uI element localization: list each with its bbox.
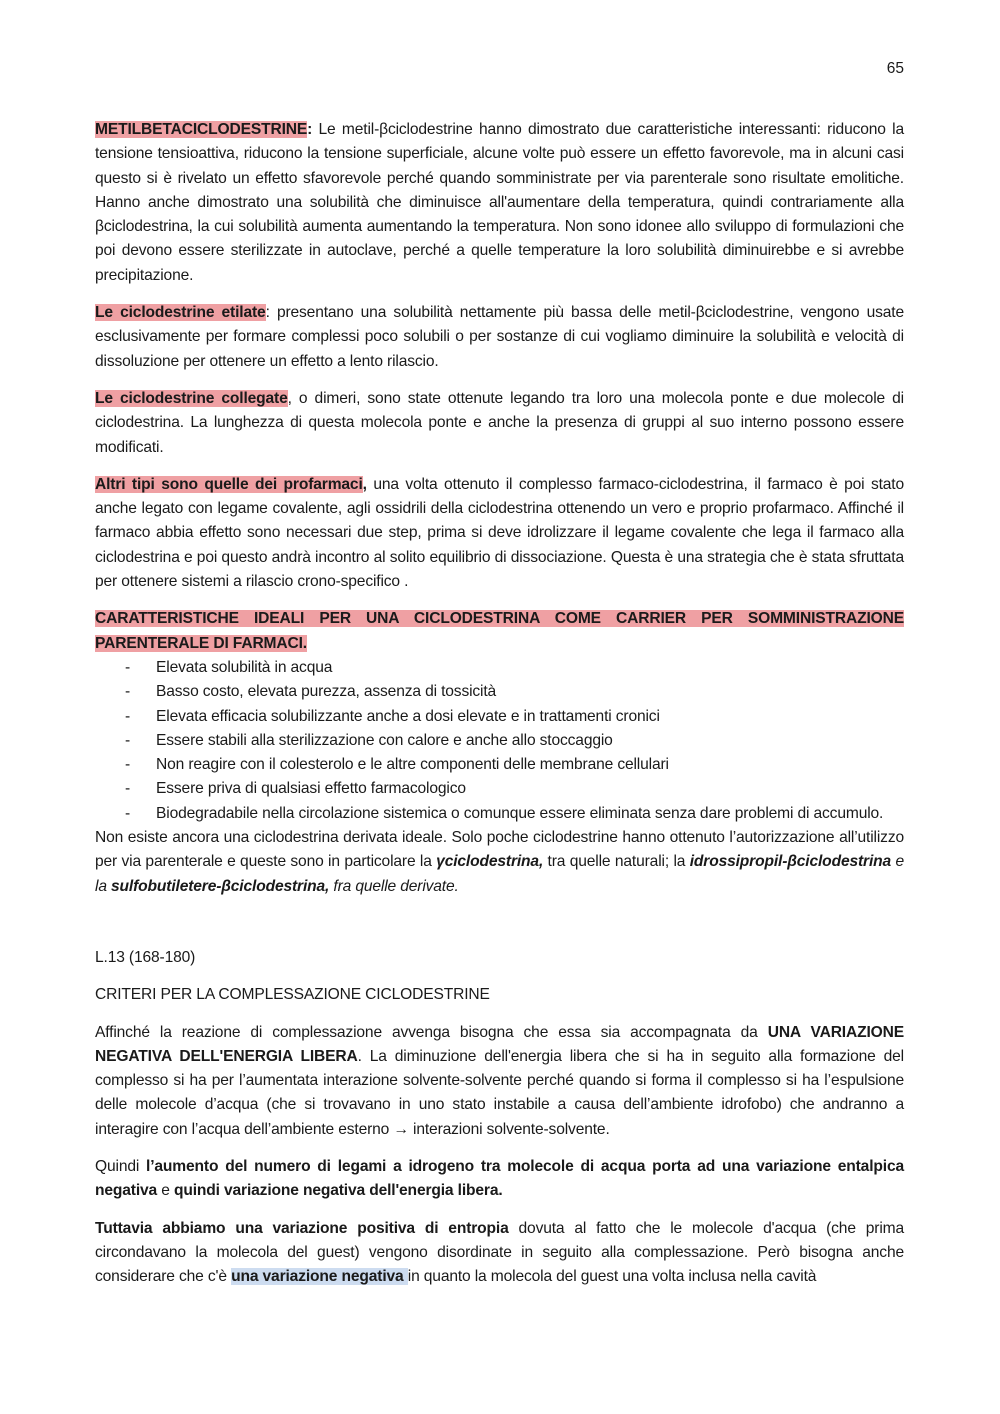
list-item: - Essere stabili alla sterilizzazione con calore e anche allo stoccaggio	[95, 729, 904, 753]
highlighted-term: Le ciclodestrine etilate	[95, 304, 266, 322]
list-item: - Basso costo, elevata purezza, assenza di tossicità	[95, 680, 904, 704]
lesson-reference: L.13 (168-180)	[95, 948, 196, 966]
paragraph-text: interazioni solvente-solvente.	[408, 1120, 610, 1138]
highlighted-term: METILBETACICLODESTRINE	[95, 121, 308, 138]
page-number: 65	[886, 60, 904, 77]
paragraph-text: tra quelle naturali; la	[543, 853, 690, 871]
paragraph-text: Affinché la reazione di complessazione avvenga bisogna che essa sia accompagnata da	[95, 1023, 768, 1041]
term-colon: :	[307, 121, 313, 138]
paragraph-text: una volta ottenuto il complesso farmaco-ciclodestrina, il farmaco è poi stato anche legato con legame covalente, agli ossidrili della ciclodestrina ottenendo un vero e proprio profarmaco. Affinché il farmaco abbia effetto sono necessari due step, prima si deve idrolizzare il legame covalente che lega il farmaco alla ciclodestrina e poi questo andrà incontro al solito equilibrio di dissociazione. Questa è una strategia che è stata sfruttata per ottenere sistemi a rilascio crono-specifico .	[95, 475, 905, 591]
paragraph-legami-idrogeno	[95, 1155, 904, 1204]
paragraph-text: fra quelle derivate.	[329, 877, 459, 895]
paragraph-text: Le metil-βciclodestrine hanno dimostrato due caratteristiche interessanti: riducono la tensione tensioattiva, riducono la tensione superficiale, alcune volte può essere un effetto favorevole, ma in alcuni casi questo si è rivelato un effetto sfavorevole perché quando somministrate per via parenterale sono risultate emolitiche. Hanno anche dimostrato una solubilità che diminuisce all'aumentare della temperatura, quindi contrariamente alla βciclodestrina, la cui solubilità aumenta aumentando la temperatura. Non sono idonee allo sviluppo di formulazioni che poi devono essere sterilizzate in autoclave, perché a quelle temperature la loro solubilità diminuirebbe e si avrebbe precipitazione.	[95, 121, 904, 284]
paragraph-text: , o dimeri, sono state ottenute legando tra loro una molecola ponte e due molecole di ciclodestrina. La lunghezza di questa molecola ponte e anche la presenza di gruppi al suo interno possono essere modificati.	[95, 389, 904, 456]
list-item: - Essere priva di qualsiasi effetto farmacologico	[95, 777, 904, 801]
highlighted-term: Le ciclodestrine collegate	[95, 389, 288, 407]
paragraph-energia-libera	[95, 1021, 904, 1142]
bold-term: quindi variazione negativa dell'energia libera.	[173, 1182, 503, 1200]
list-item: - Biodegradabile nella circolazione sistemica o comunque essere eliminata senza dare problemi di accumulo.	[95, 802, 904, 826]
bold-term: γciclodestrina,	[436, 853, 544, 871]
bold-term: UNA VARIAZIONE NEGATIVA DELL'ENERGIA LIBERA	[95, 1023, 904, 1065]
paragraph-ciclodestrine-collegate	[95, 387, 904, 460]
list-item: - Non reagire con il colesterolo e le altre componenti delle membrane cellulari	[95, 753, 904, 777]
arrow-icon: →	[393, 1120, 409, 1138]
characteristics-heading-paragraph	[95, 607, 904, 656]
blue-highlighted-term: una variazione negativa	[231, 1268, 408, 1286]
list-item: - Elevata solubilità in acqua	[95, 656, 904, 680]
paragraph-ciclodestrine-etilate	[95, 301, 904, 374]
paragraph-text: dovuta al fatto che le molecole d'acqua (che prima circondavano la molecola del guest) vengono disordinate in seguito alla complessazione. Però bisogna anche considerare che c'è	[95, 1219, 904, 1286]
bold-term: Tuttavia abbiamo una variazione positiva di entropia	[95, 1219, 509, 1237]
paragraph-entropia	[95, 1217, 904, 1290]
paragraph-text: Quindi	[95, 1157, 147, 1175]
paragraph-ideal-ciclodestrina	[95, 826, 904, 899]
list-item: - Elevata efficacia solubilizzante anche a dosi elevate e in trattamenti cronici	[95, 705, 904, 729]
paragraph-text: : presentano una solubilità nettamente più bassa delle metil-βciclodestrine, vengono usate esclusivamente per formare complessi poco solubili o per sostanze di cui vogliamo diminuire la solubilità e velocità di dissoluzione per ottenere un effetto a lento rilascio.	[95, 304, 905, 370]
page-content	[95, 118, 904, 1302]
paragraph-text: in quanto la molecola del guest una volta inclusa nella cavità	[407, 1268, 817, 1286]
paragraph-text: e la	[95, 853, 904, 895]
bold-term: sulfobutiletere-βciclodestrina,	[111, 877, 330, 895]
characteristics-heading: CARATTERISTICHE IDEALI PER UNA CICLODESTRINA COME CARRIER PER SOMMINISTRAZIONE PARENTERALE DI FARMACI.	[95, 610, 904, 652]
paragraph-profarmaci	[95, 473, 904, 594]
section-title: CRITERI PER LA COMPLESSAZIONE CICLODESTRINE	[95, 986, 490, 1004]
bold-term: idrossipropil-βciclodestrina	[689, 853, 892, 871]
paragraph-metilbetaciclodestrine	[95, 118, 904, 288]
paragraph-text: e	[157, 1182, 174, 1200]
bold-term: l’aumento del numero di legami a idrogeno tra molecole di acqua porta ad una variazione entalpica negativa	[95, 1157, 904, 1200]
term-comma: ,	[362, 475, 367, 493]
paragraph-text: Non esiste ancora una ciclodestrina derivata ideale. Solo poche ciclodestrine hanno ottenuto l’autorizzazione all’utilizzo per via parenterale e queste sono in particolare la	[95, 829, 904, 871]
paragraph-text: . La diminuzione dell'energia libera che si ha in seguito alla formazione del complesso si ha per l’aumentata interazione solvente-solvente perché quando si forma il complesso si ha l’espulsione delle molecole d’acqua (che si trovavano in uno stato instabile a causa dell’ambiente idrofobo) che andranno a interagire con l’acqua dell’ambiente esterno	[95, 1047, 904, 1138]
characteristics-list	[95, 656, 904, 826]
highlighted-term: Altri tipi sono quelle dei profarmaci	[95, 475, 363, 493]
